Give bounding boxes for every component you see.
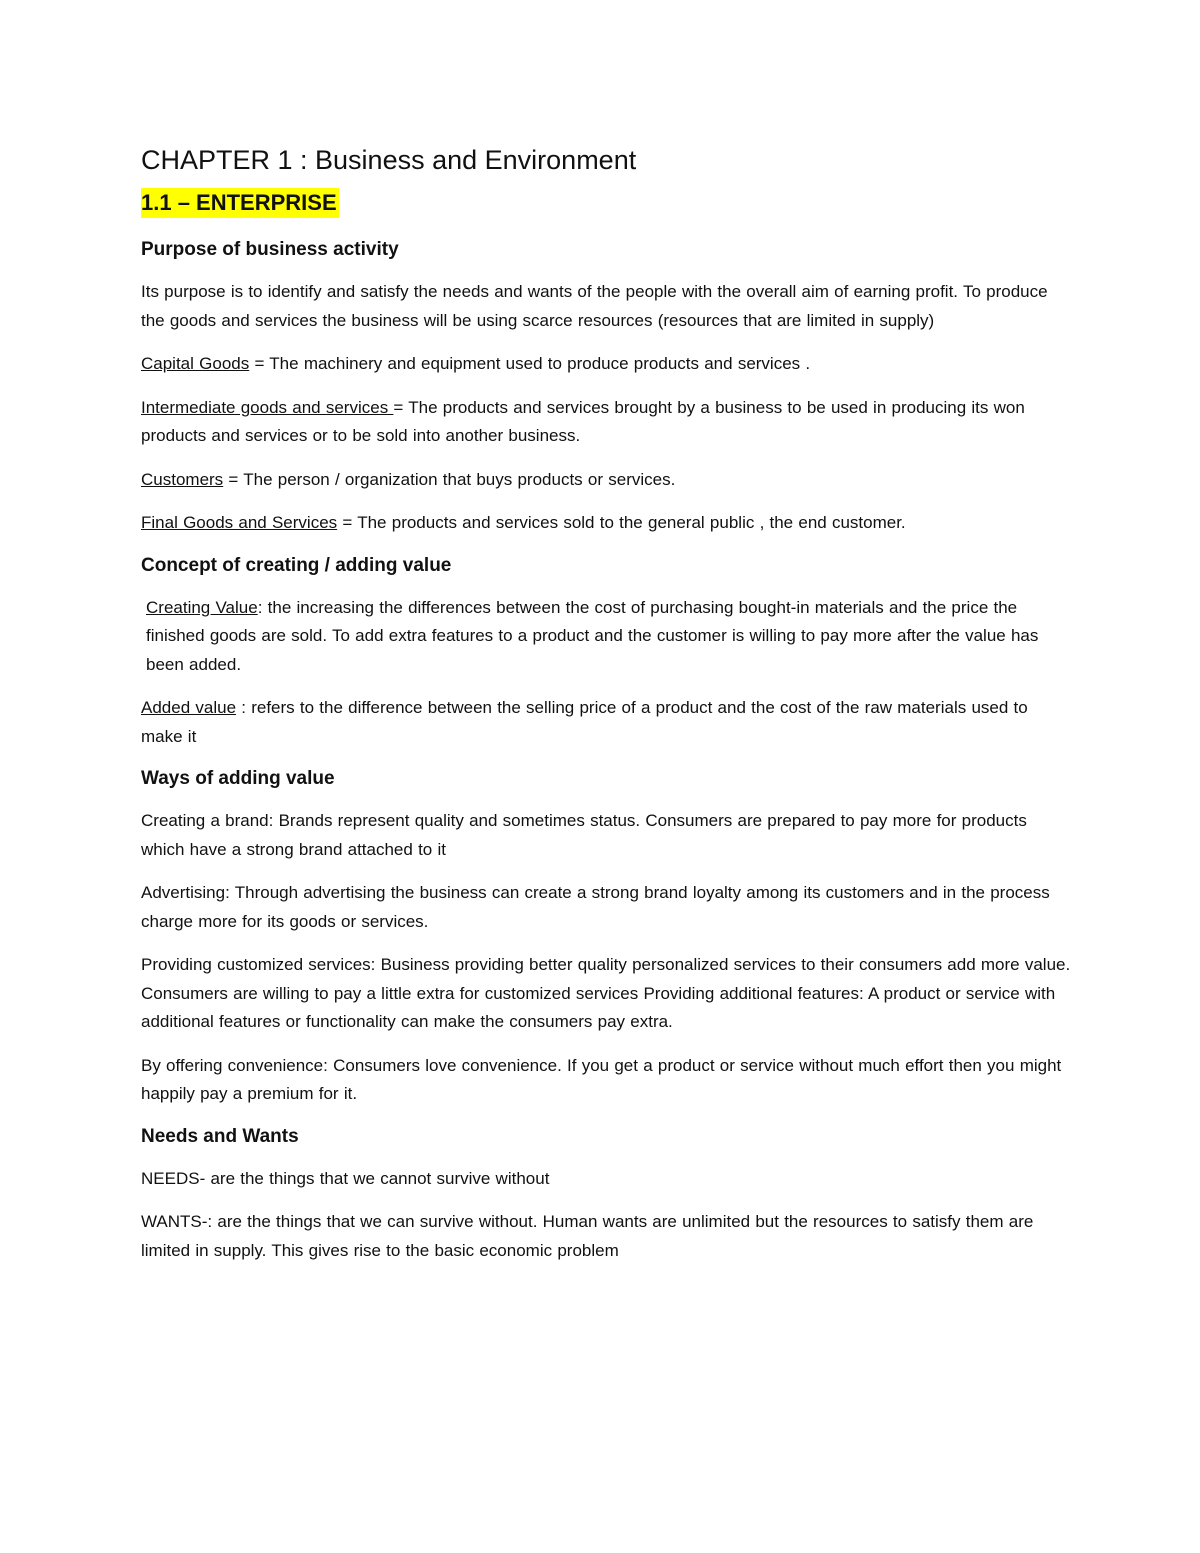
purpose-text: Its purpose is to identify and satisfy the needs and wants of the people with the overall aim of earning profit. To produce the goods and services the business will be using scarce resources (resources that are limited in supply) xyxy=(141,282,1048,330)
chapter-title: CHAPTER 1 : Business and Environment xyxy=(141,145,637,175)
added-value-term: Added value xyxy=(141,698,237,717)
wants-text: WANTS-: are the things that we can survive without. Human wants are unlimited but the resources to satisfy them are limited in supply. This gives rise to the basic economic problem xyxy=(141,1212,1034,1260)
definition-text: = The products and services sold to the general public , the end customer. xyxy=(337,513,906,532)
definition-term: Intermediate goods and services xyxy=(141,397,394,417)
definition-text: = The machinery and equipment used to produce products and services . xyxy=(249,354,811,373)
way-item-advertising: Advertising: Through advertising the business can create a strong brand loyalty among its customers and in the process charge more for its goods or services. xyxy=(141,883,1050,931)
way-item-customized-services: Providing customized services: Business providing better quality personalized services to their consumers add more value. Consumers are willing to pay a little extra for customized services Providing additional features: A product or service with additional features or functionality can make the consumers pay extra. xyxy=(141,955,1071,1031)
definition-term: Capital Goods xyxy=(141,354,250,373)
definition-customers xyxy=(141,466,1071,495)
way-item-convenience: By offering convenience: Consumers love convenience. If you get a product or service without much effort then you might happily pay a premium for it. xyxy=(141,1055,1062,1103)
definition-text: = The products and services brought by a business to be used in producing its won products and services or to be sold into another business. xyxy=(141,397,1025,445)
ways-heading: Ways of adding value xyxy=(141,768,335,789)
creating-value-text: : the increasing the differences between the cost of purchasing bought-in materials and the price the finished goods are sold. To add extra features to a product and the customer is willing to pay more after the value has been added. xyxy=(146,597,1039,674)
definition-intermediate-goods xyxy=(141,394,1071,451)
section-heading: 1.1 – ENTERPRISE xyxy=(141,188,339,218)
creating-value-paragraph xyxy=(141,594,1071,680)
added-value-paragraph xyxy=(141,694,1071,751)
definition-capital-goods xyxy=(141,350,1071,379)
added-value-text: : refers to the difference between the selling price of a product and the cost of the raw materials used to make it xyxy=(141,698,1028,746)
definition-text: = The person / organization that buys products or services. xyxy=(223,469,676,489)
purpose-heading: Purpose of business activity xyxy=(141,239,399,260)
way-item-brand: Creating a brand: Brands represent quality and sometimes status. Consumers are prepared to pay more for products which have a strong brand attached to it xyxy=(141,811,1027,859)
definition-term: Final Goods and Services xyxy=(141,513,338,532)
section-heading-wrapper xyxy=(141,188,1071,237)
value-concept-heading: Concept of creating / adding value xyxy=(141,554,452,576)
document-page xyxy=(141,140,1071,1280)
definition-term: Customers xyxy=(141,469,224,489)
needs-text: NEEDS- are the things that we cannot survive without xyxy=(141,1168,550,1188)
creating-value-term: Creating Value xyxy=(146,597,258,617)
definition-final-goods xyxy=(141,509,1071,538)
needs-wants-heading: Needs and Wants xyxy=(141,1125,299,1147)
